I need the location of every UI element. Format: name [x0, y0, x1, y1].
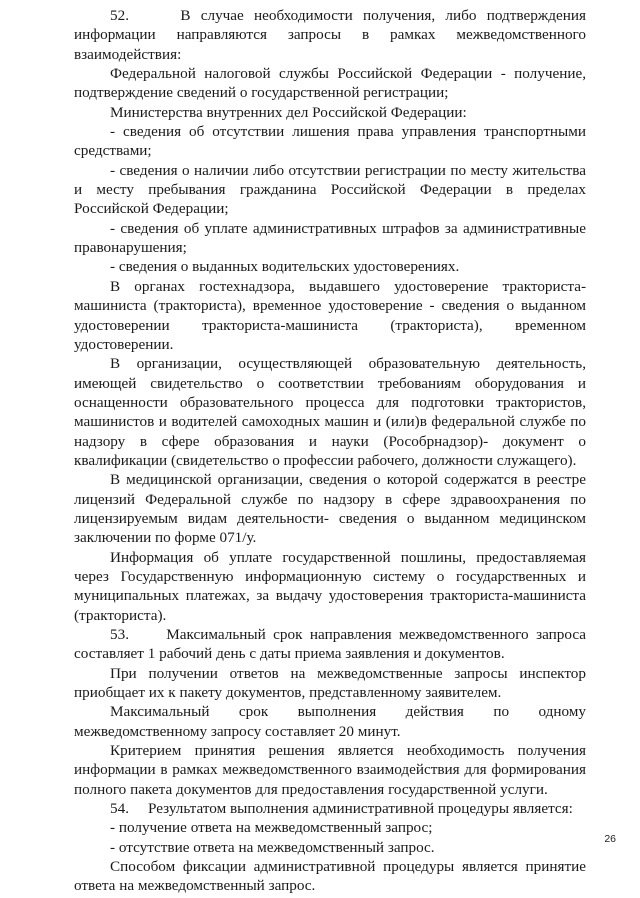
paragraph-state-fee: Информация об уплате государственной пошлины, предоставляемая через Государственную информационную систему о государственных и муниципальных платежах, за выдачу удостоверения тракториста-машиниста (тракториста). — [74, 548, 586, 624]
list-item-no-response: - отсутствие ответа на межведомственный запрос. — [110, 838, 435, 856]
list-item-registration: - сведения о наличии либо отсутствии регистрации по месту жительства и месту пребывания гражданина Российской Федерации в пределах Российской Федерации; — [74, 161, 586, 218]
list-item-response-received: - получение ответа на межведомственный запрос; — [110, 819, 433, 837]
paragraph-fns: Федеральной налоговой службы Российской Федерации - получение, подтверждение сведений о государственной регистрации; — [74, 65, 586, 102]
paragraph-responses: При получении ответов на межведомственные запросы инспектор приобщает их к пакету документов, представленному заявителем. — [74, 664, 586, 702]
paragraph-criterion: Критерием принятия решения является необходимость получения информации в рамках межведомственного взаимодействия для формирования полного пакета документов для предоставления государственной услуги. — [74, 742, 586, 798]
paragraph-fixation: Способом фиксации административной процедуры является принятие ответа на межведомственный запрос. — [74, 858, 586, 895]
paragraph-max-time: Максимальный срок выполнения действия по одному межведомственному запросу составляет 20 минут. — [74, 703, 586, 740]
paragraph-53-deadline: 53. Максимальный срок направления межведомственного запроса составляет 1 рабочий день с даты приема заявления и документов. — [74, 626, 586, 663]
paragraph-52-intro: 52. В случае необходимости получения, либо подтверждения информации направляются запросы в рамках межведомственного взаимодействия: — [74, 7, 586, 63]
document-page — [74, 6, 586, 896]
page-number: 26 — [604, 833, 616, 845]
list-item-license-deprivation: - сведения об отсутствии лишения права управления транспортными средствами; — [74, 123, 586, 160]
paragraph-mvd: Министерства внутренних дел Российской Федерации: — [110, 103, 467, 121]
paragraph-medical-org: В медицинской организации, сведения о которой содержатся в реестре лицензий Федеральной службе по надзору в сфере здравоохранения по лицензируемым видам деятельности- сведения о выданном медицинском заключении по форме 071/у. — [74, 471, 586, 547]
paragraph-54-result: 54. Результатом выполнения административной процедуры является: — [110, 800, 573, 818]
paragraph-education-org: В организации, осуществляющей образовательную деятельность, имеющей свидетельство о соответствии требованиям оборудования и оснащенности образовательного процесса для подготовки трактористов, машинистов и водителей самоходных машин и (или)в федеральной службе по надзору в сфере образования и науки (Рособрнадзор)- документ о квалификации (свидетельство о профессии рабочего, должности служащего). — [74, 355, 586, 469]
list-item-fines: - сведения об уплате административных штрафов за административные правонарушения; — [74, 219, 586, 257]
list-item-driver-licenses: - сведения о выданных водительских удостоверениях. — [110, 258, 460, 276]
paragraph-gostekhnadzor: В органах гостехнадзора, выдавшего удостоверение тракториста-машиниста (тракториста), временное удостоверение - сведения о выданном удостоверении тракториста-машиниста (тракториста), временном удостоверении. — [74, 277, 586, 353]
